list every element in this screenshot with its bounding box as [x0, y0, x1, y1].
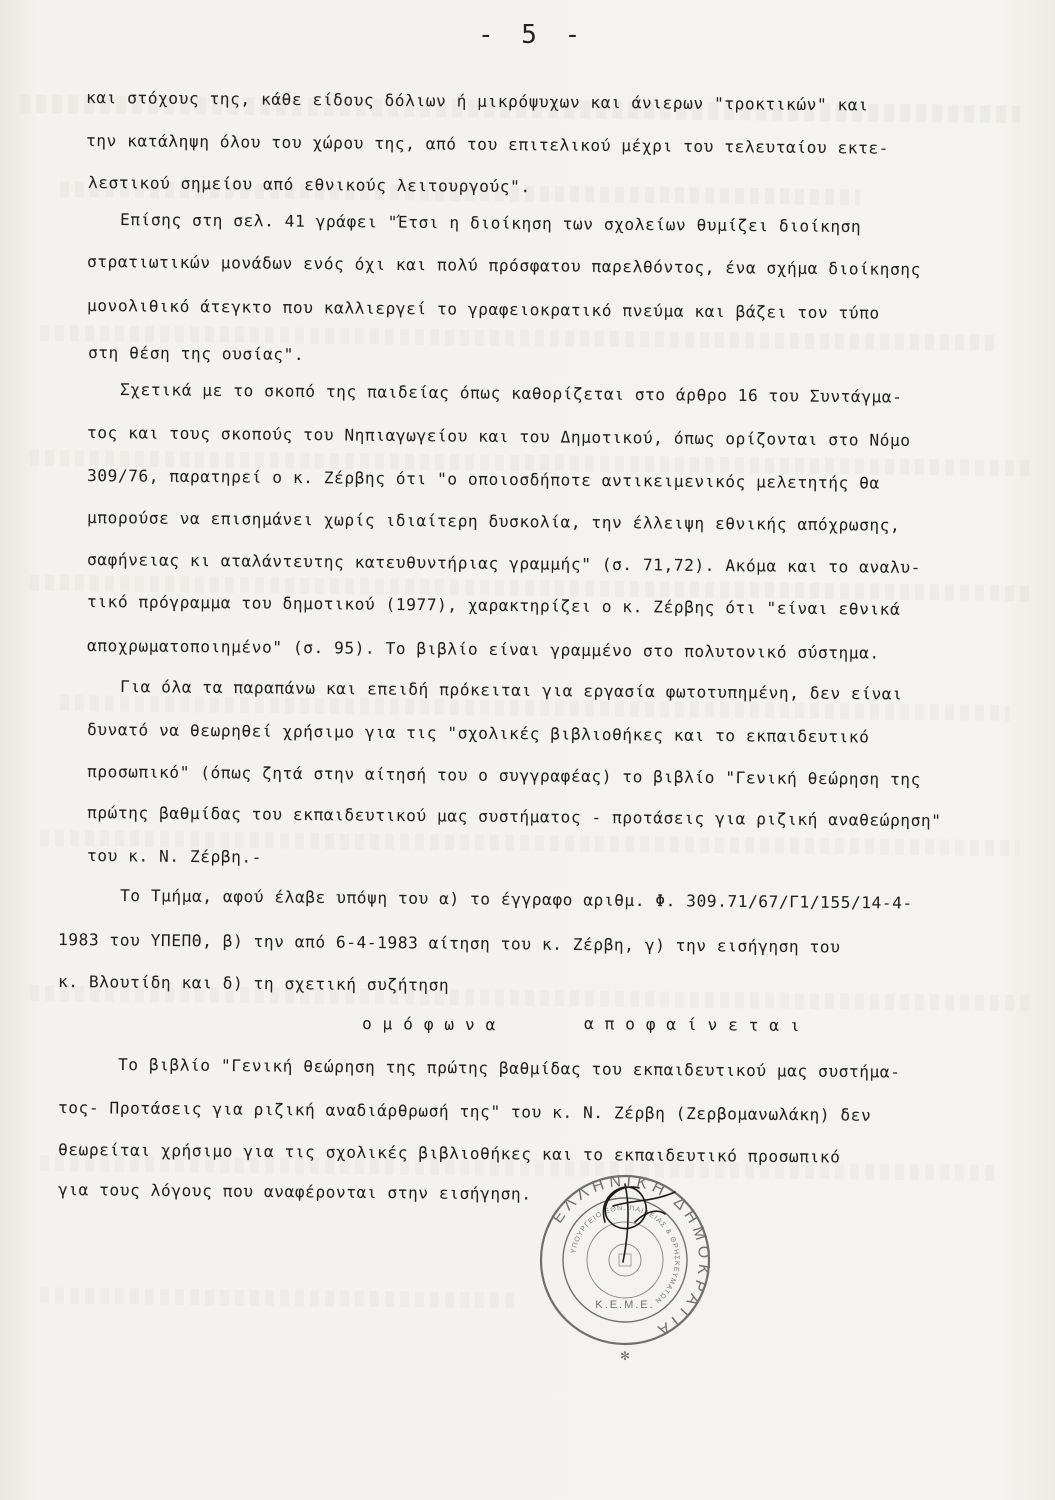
- text-line: Σχετικά με το σκοπό της παιδείας όπως καθορίζεται στο άρθρο 16 του Συντάγμα-: [119, 380, 903, 407]
- text-line: τος- Προτάσεις για ριζική αναδιάρθρωσή της" του κ. Ν. Ζέρβη (Ζερβομανωλάκη) δεν: [57, 1098, 872, 1125]
- text-line: τος και τους σκοπούς του Νηπιαγωγείου και του Δημοτικού, όπως ορίζονται στο Νόμο: [86, 423, 911, 450]
- decision-verdict: α π ο φ α ί ν ε τ α ι: [583, 1014, 801, 1036]
- text-line: Επίσης στη σελ. 41 γράφει "Έτσι η διοίκηση των σχολείων θυμίζει διοίκηση: [119, 210, 862, 237]
- text-line: για τους λόγους που αναφέρονται στην εισήγηση.: [57, 1180, 532, 1204]
- seal-inner-text: ΥΠΟΥΡΓΕΙΟ ΕΘΝ. ΠΑΙΔΕΙΑΣ & ΘΡΗΣΚΕΥΜΑΤΩΝ: [570, 1204, 681, 1305]
- text-line: σαφήνειας κι αταλάντευτης κατευθυντήριας γραμμής" (σ. 71,72). Ακόμα και το αναλυ-: [86, 550, 922, 578]
- text-line: δυνατό να θεωρηθεί χρήσιμο για τις "σχολικές βιβλιοθήκες και το εκπαιδευτικό: [86, 720, 870, 747]
- text-line: πρώτης βαθμίδας του εκπαιδευτικού μας συστήματος - προτάσεις για ριζική αναθεώρηση": [86, 803, 942, 831]
- text-line: λεστικού σημείου από εθνικούς λειτουργούς".: [87, 173, 531, 197]
- text-line: 309/76, παρατηρεί ο κ. Ζέρβης ότι "ο οποιοσδήποτε αντικειμενικός μελετητής θα: [86, 466, 880, 493]
- text-line: Για όλα τα παραπάνω και επειδή πρόκειται για εργασία φωτοτυπημένη, δεν είναι: [119, 677, 903, 704]
- page-number: - 5 -: [478, 20, 587, 50]
- text-line: και στόχους της, κάθε είδους δόλιων ή μικρόψυχων και άνιερων "τροκτικών" και: [85, 88, 869, 115]
- decision-unanimous: ο μ ό φ ω ν α: [361, 1014, 496, 1035]
- text-line: μονολιθικό άτεγκτο που καλλιεργεί το γραφειοκρατικό πνεύμα και βάζει τον τύπο: [86, 296, 880, 323]
- text-line: Το βιβλίο "Γενική θεώρηση της πρώτης βαθμίδας του εκπαιδευτικού μας συστήμα-: [117, 1055, 901, 1082]
- text-line: Το Τμήμα, αφού έλαβε υπόψη του α) το έγγραφο αριθμ. Φ. 309.71/67/Γ1/155/14-4-: [119, 886, 913, 913]
- text-line: θεωρείται χρήσιμο για τις σχολικές βιβλιοθήκες και το εκπαιδευτικό προσωπικό: [57, 1140, 841, 1167]
- text-line: στη θέση της ουσίας".: [87, 343, 305, 365]
- text-line: την κατάληψη όλου του χώρου της, από του επιτελικού μέχρι του τελευταίου εκτε-: [85, 131, 890, 158]
- text-line: στρατιωτικών μονάδων ενός όχι και πολύ πρόσφατου παρελθόντος, ένα σχήμα διοίκησης: [86, 252, 922, 280]
- seal-bottom-text: Κ.Ε.Μ.Ε.: [595, 1299, 655, 1311]
- text-line: προσωπικό" (όπως ζητά στην αίτησή του ο συγγραφέας) το βιβλίο "Γενική θεώρηση της: [86, 762, 922, 790]
- official-seal: [535, 1162, 715, 1402]
- text-line: του κ. Ν. Ζέρβη.-: [86, 846, 263, 867]
- text-line: μπορούσε να επισημάνει χωρίς ιδιαίτερη δυσκολία, την έλλειψη εθνικής απόχρωσης,: [86, 508, 901, 535]
- svg-text:✻: ✻: [619, 1349, 631, 1363]
- text-line: 1983 του ΥΠΕΠΘ, β) την από 6-4-1983 αίτηση του κ. Ζέρβη, γ) την εισήγηση του: [57, 930, 841, 957]
- text-line: τικό πρόγραμμα του δημοτικού (1977), χαρακτηρίζει ο κ. Ζέρβης ότι "είναι εθνικά: [86, 592, 901, 619]
- text-line: κ. Βλουτίδη και δ) τη σχετική συζήτηση: [57, 972, 450, 995]
- seal-ring-text: ΕΛΛΗΝΙΚΗ ΔΗΜΟΚΡΑΤΙΑ: [549, 1172, 713, 1341]
- seal-graphic: [535, 1162, 715, 1402]
- text-line: αποχρωματοποιημένο" (σ. 95). Το βιβλίο είναι γραμμένο στο πολυτονικό σύστημα.: [86, 636, 880, 663]
